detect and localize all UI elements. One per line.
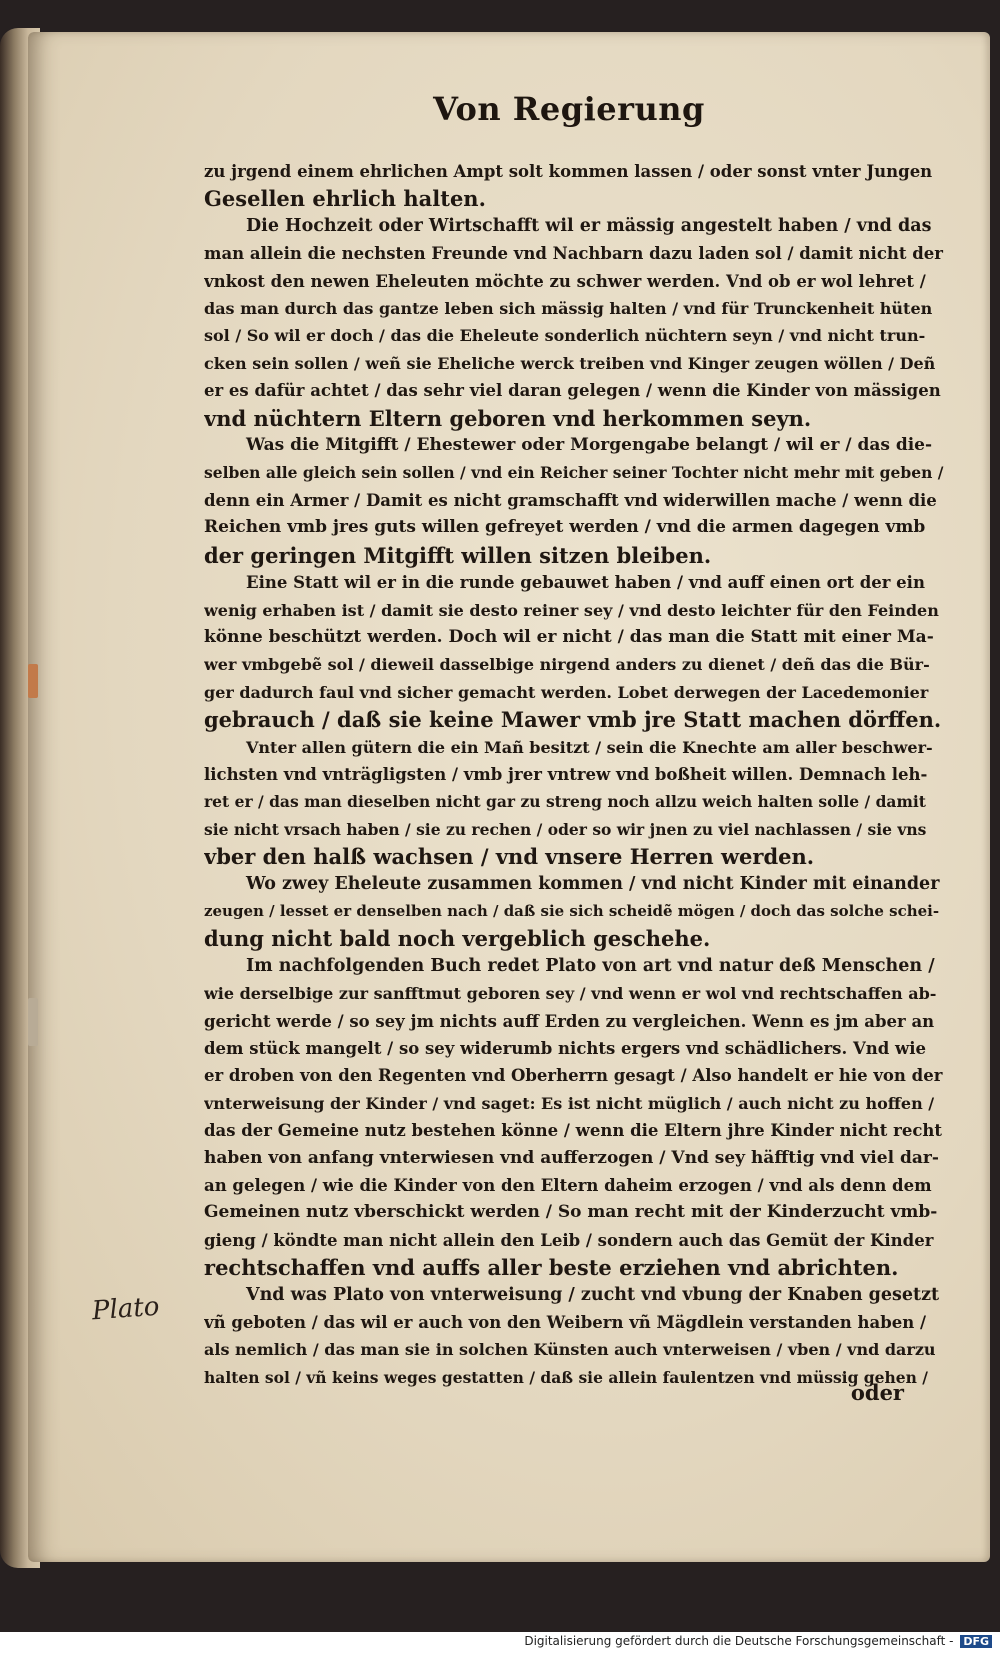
text-line: Die Hochzeit oder Wirtschafft wil er mässig angestelt haben / vnd das <box>246 215 932 236</box>
text-line: Vnd was Plato von vnterweisung / zucht vnd vbung der Knaben gesetzt <box>246 1284 940 1305</box>
text-line: lichsten vnd vnträgligsten / vmb jrer vntrew vnd boßheit willen. Demnach leh- <box>204 764 928 784</box>
catchword: oder <box>850 1380 904 1405</box>
dfg-logo-icon: DFG <box>960 1635 992 1648</box>
text-line: als nemlich / das man sie in solchen Künsten auch vnterweisen / vben / vnd darzu <box>204 1340 936 1360</box>
text-line: wie derselbige zur sanfftmut geboren sey / vnd wenn er wol vnd rechtschaffen ab- <box>204 984 937 1004</box>
text-line: selben alle gleich sein sollen / vnd ein Reicher seiner Tochter nicht mehr mit geben / <box>204 463 944 483</box>
text-line: Wo zwey Eheleute zusammen kommen / vnd nicht Kinder mit einander <box>246 873 940 894</box>
text-line: dem stück mangelt / so sey widerumb nichts ergers vnd schädlichers. Vnd wie <box>204 1039 926 1058</box>
text-line: gieng / köndte man nicht allein den Leib / sondern auch das Gemüt der Kinder <box>204 1230 934 1250</box>
text-line: wer vmbgebẽ sol / dieweil dasselbige nirgend anders zu dienet / deñ das die Bür- <box>204 655 930 675</box>
text-line: Gesellen ehrlich halten. <box>204 186 486 212</box>
text-line: vñ geboten / das wil er auch von den Weibern vñ Mägdlein verstanden haben / <box>204 1313 926 1333</box>
text-line: Was die Mitgifft / Ehestewer oder Morgengabe belangt / wil er / das die- <box>246 435 933 456</box>
text-line: könne beschützt werden. Doch wil er nicht / das man die Statt mit einer Ma- <box>204 626 934 647</box>
page-body <box>204 158 944 1391</box>
page-tab-marker <box>28 998 38 1046</box>
text-line: an gelegen / wie die Kinder von den Eltern daheim erzogen / vnd als denn dem <box>204 1176 932 1196</box>
book-page <box>28 32 990 1562</box>
text-line: wenig erhaben ist / damit sie desto reiner sey / vnd desto leichter für den Feinden <box>204 600 939 620</box>
text-line: sol / So wil er doch / das die Eheleute sonderlich nüchtern seyn / vnd nicht trun- <box>204 326 926 346</box>
text-line: gericht werde / so sey jm nichts auff Erden zu vergleichen. Wenn es jm aber an <box>204 1011 935 1031</box>
text-line: vber den halß wachsen / vnd vnsere Herren werden. <box>204 844 815 870</box>
digitization-footer <box>0 1632 1000 1653</box>
text-line: er es dafür achtet / das sehr viel daran gelegen / wenn die Kinder von mässigen <box>204 381 941 401</box>
text-line: Eine Statt wil er in die runde gebauwet haben / vnd auff einen ort der ein <box>246 573 925 593</box>
text-line: er droben von den Regenten vnd Oberherrn gesagt / Also handelt er hie von der <box>204 1066 943 1086</box>
text-line: ger dadurch faul vnd sicher gemacht werden. Lobet derwegen der Lacedemonier <box>204 682 929 702</box>
page-header: Von Regierung <box>433 90 705 128</box>
text-line: cken sein sollen / weñ sie Eheliche werck treiben vnd Kinger zeugen wöllen / Deñ <box>204 353 936 373</box>
text-line: denn ein Armer / Damit es nicht gramschafft vnd widerwillen mache / wenn die <box>204 490 937 510</box>
text-line: ret er / das man dieselben nicht gar zu streng noch allzu weich halten solle / damit <box>204 792 926 812</box>
page-tab-marker <box>28 664 38 698</box>
margin-note: Plato <box>91 1291 161 1327</box>
footer-credit <box>524 1634 992 1648</box>
text-line: zu jrgend einem ehrlichen Ampt solt kommen lassen / oder sonst vnter Jungen <box>204 162 933 181</box>
text-line: vnterweisung der Kinder / vnd saget: Es ist nicht müglich / auch nicht zu hoffen / <box>204 1093 935 1113</box>
text-line: Reichen vmb jres guts willen gefreyet werden / vnd die armen dagegen vmb <box>204 517 926 538</box>
text-line: gebrauch / daß sie keine Mawer vmb jre Statt machen dörffen. <box>204 707 942 733</box>
text-line: vnd nüchtern Eltern geboren vnd herkommen seyn. <box>204 405 812 431</box>
text-line: Gemeinen nutz vberschickt werden / So man recht mit der Kinderzucht vmb- <box>204 1202 938 1223</box>
text-line: halten sol / vñ keins weges gestatten / daß sie allein faulentzen vnd müssig gehen / <box>204 1367 928 1387</box>
text-line: Im nachfolgenden Buch redet Plato von art vnd natur deß Menschen / <box>246 955 935 976</box>
text-line: sie nicht vrsach haben / sie zu rechen / oder so wir jnen zu viel nachlassen / sie vns <box>204 819 927 839</box>
text-line: Vnter allen gütern die ein Mañ besitzt / sein die Knechte am aller beschwer- <box>246 737 933 757</box>
text-line: vnkost den newen Eheleuten möchte zu schwer werden. Vnd ob er wol lehret / <box>204 271 926 291</box>
text-line: haben von anfang vnterwiesen vnd aufferzogen / Vnd sey häfftig vnd viel dar- <box>204 1147 939 1168</box>
text-line: das man durch das gantze leben sich mässig halten / vnd für Trunckenheit hüten <box>204 299 933 319</box>
footer-credit-text: Digitalisierung gefördert durch die Deutsche Forschungsgemeinschaft - <box>524 1634 954 1648</box>
text-line: der geringen Mitgifft willen sitzen bleiben. <box>204 542 712 568</box>
text-line: rechtschaffen vnd auffs aller beste erziehen vnd abrichten. <box>204 1255 899 1281</box>
text-line: das der Gemeine nutz bestehen könne / wenn die Eltern jhre Kinder nicht recht <box>204 1121 943 1141</box>
text-line: zeugen / lesset er denselben nach / daß sie sich scheidẽ mögen / doch das solche schei- <box>204 901 940 920</box>
text-line: dung nicht bald noch vergeblich geschehe. <box>204 926 711 952</box>
text-line: man allein die nechsten Freunde vnd Nachbarn dazu laden sol / damit nicht der <box>204 244 943 264</box>
